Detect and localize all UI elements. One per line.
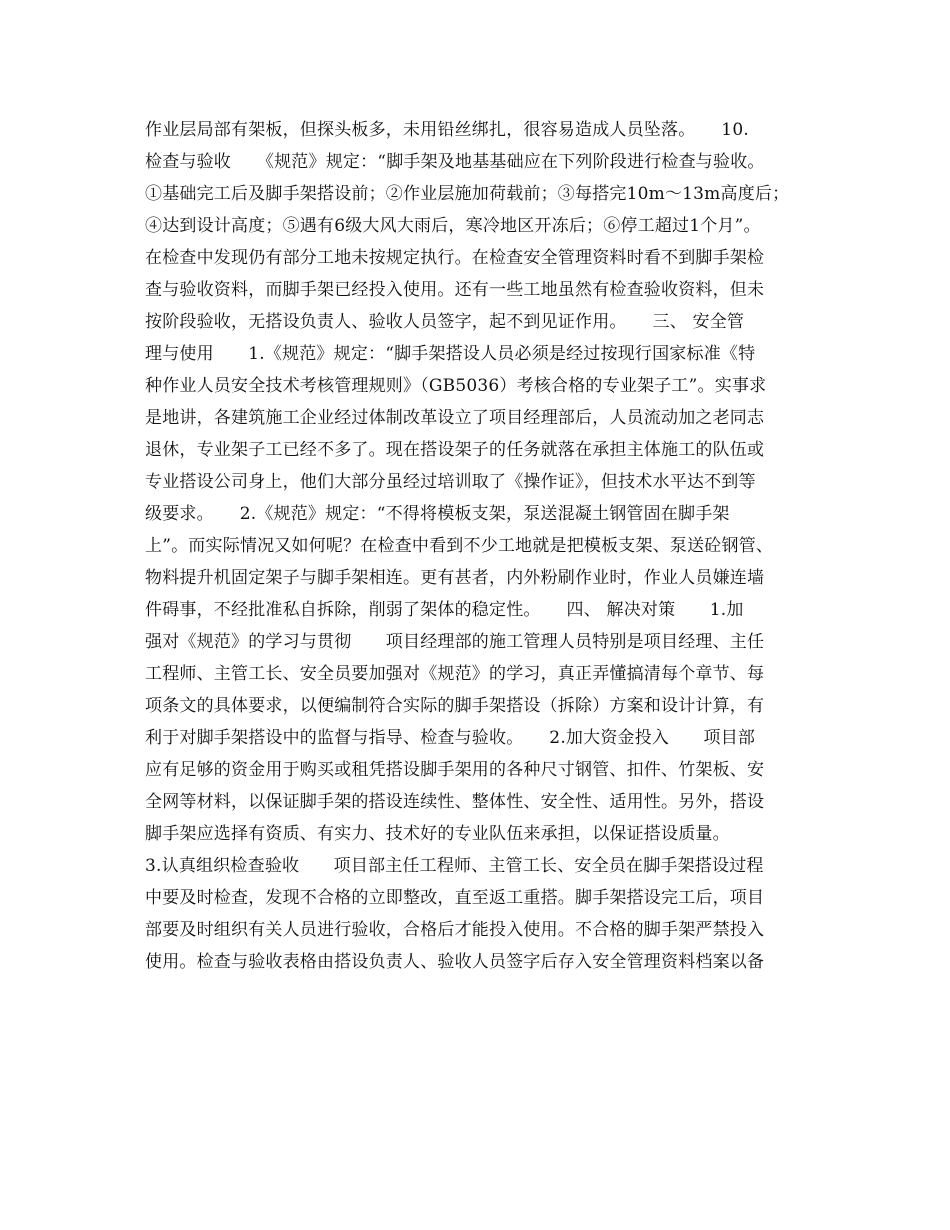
text-line: 是地讲，各建筑施工企业经过体制改革设立了项目经理部后，人员流动加之老同志	[145, 408, 765, 428]
text-line: 3.认真组织检查验收 项目部主任工程师、主管工长、安全员在脚手架搭设过程	[145, 856, 764, 876]
text-line: 查与验收资料，而脚手架已经投入使用。还有一些工地虽然有检查验收资料，但未	[145, 280, 765, 300]
text-line: 按阶段验收，无搭设负责人、验收人员签字，起不到见证作用。 三、 安全管	[145, 312, 745, 332]
text-line: 作业层局部有架板，但探头板多，未用铅丝绑扎，很容易造成人员坠落。 10.	[145, 120, 749, 140]
text-line: 部要及时组织有关人员进行验收，合格后才能投入使用。不合格的脚手架严禁投入	[145, 920, 765, 940]
text-line: 件碍事，不经批准私自拆除，削弱了架体的稳定性。 四、 解决对策 1.加	[145, 600, 744, 620]
text-line: 级要求。 2.《规范》规定：“不得将模板支架，泵送混凝土钢管固在脚手架	[145, 504, 730, 524]
text-line: 物料提升机固定架子与脚手架相连。更有甚者，内外粉刷作业时，作业人员嫌连墙	[145, 568, 765, 588]
text-line: 退休，专业架子工已经不多了。现在搭设架子的任务就落在承担主体施工的队伍或	[145, 440, 765, 460]
text-line: 在检查中发现仍有部分工地未按规定执行。在检查安全管理资料时看不到脚手架检	[145, 248, 765, 268]
text-line: 工程师、主管工长、安全员要加强对《规范》的学习，真正弄懂搞清每个章节、每	[145, 664, 765, 684]
text-line: 理与使用 1.《规范》规定：“脚手架搭设人员必须是经过按现行国家标准《特	[145, 344, 756, 364]
body-text	[145, 114, 825, 978]
text-line: ①基础完工后及脚手架搭设前；②作业层施加荷载前；③每搭完10m～13m高度后；	[145, 184, 790, 204]
text-line: 中要及时检查，发现不合格的立即整改，直至返工重搭。脚手架搭设完工后，项目	[145, 888, 765, 908]
text-line: 使用。检查与验收表格由搭设负责人、验收人员签字后存入安全管理资料档案以备	[145, 952, 765, 972]
text-line: 强对《规范》的学习与贯彻 项目经理部的施工管理人员特别是项目经理、主任	[145, 632, 765, 652]
text-line: 专业搭设公司身上，他们大部分虽经过培训取了《操作证》，但技术水平达不到等	[145, 472, 756, 492]
text-line: 脚手架应选择有资质、有实力、技术好的专业队伍来承担，以保证搭设质量。	[145, 824, 730, 844]
text-line: 上”。而实际情况又如何呢？在检查中看到不少工地就是把模板支架、泵送砼钢管、	[145, 536, 774, 556]
text-line: 应有足够的资金用于购买或租凭搭设脚手架用的各种尺寸钢管、扣件、竹架板、安	[145, 760, 765, 780]
text-line: ④达到设计高度；⑤遇有6级大风大雨后，寒冷地区开冻后；⑥停工超过1个月”。	[145, 216, 761, 236]
text-line: 利于对脚手架搭设中的监督与指导、检查与验收。 2.加大资金投入 项目部	[145, 728, 756, 748]
text-line: 全网等材料，以保证脚手架的搭设连续性、整体性、安全性、适用性。另外，搭设	[145, 792, 765, 812]
text-line: 种作业人员安全技术考核管理规则》（GB5036）考核合格的专业架子工”。实事求	[145, 376, 767, 396]
text-line: 检查与验收 《规范》规定：“脚手架及地基基础应在下列阶段进行检查与验收。	[145, 152, 765, 172]
text-line: 项条文的具体要求，以便编制符合实际的脚手架搭设（拆除）方案和设计计算，有	[145, 696, 765, 716]
